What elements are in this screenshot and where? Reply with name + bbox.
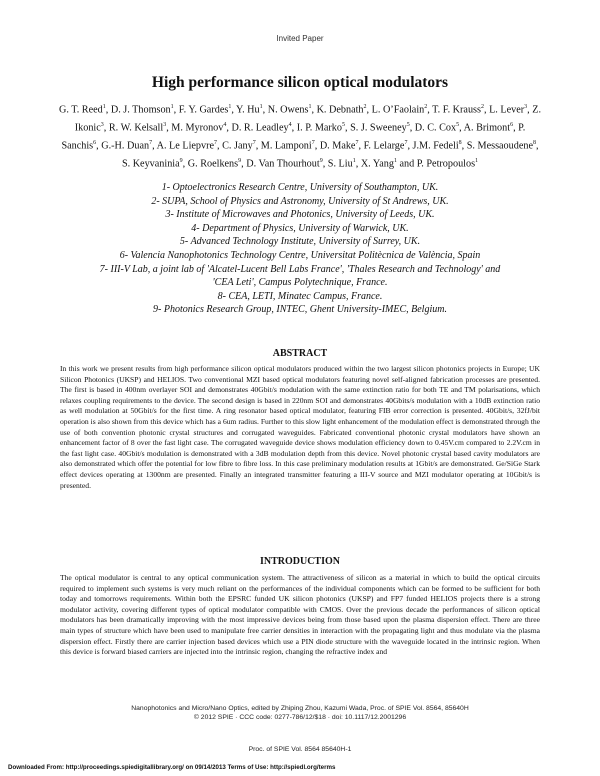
author-name: L. O’Faolain — [371, 104, 425, 116]
proceedings-citation: Nanophotonics and Micro/Nano Optics, edited by Zhiping Zhou, Kazumi Wada, Proc. of SPIE Vol. 8564, 85640H — [131, 705, 469, 712]
author-affiliation-marker: 3 — [163, 122, 167, 129]
publication-footer — [0, 704, 600, 722]
author-name: Z. Ikonic — [74, 104, 542, 134]
invited-paper-label: Invited Paper — [276, 34, 324, 43]
author-name: P. Sanchis — [61, 122, 526, 152]
author-name: P. Petropoulos — [416, 158, 476, 170]
page-number: Proc. of SPIE Vol. 8564 85640H-1 — [248, 746, 352, 753]
author-name: A. Le Liepvre — [156, 140, 215, 152]
copyright-line: © 2012 SPIE · CCC code: 0277-786/12/$18 · doi: 10.1117/12.2001296 — [193, 714, 407, 721]
author-affiliation-marker: 8 — [458, 140, 462, 147]
affiliation-line: 4- Department of Physics, University of Warwick, UK. — [191, 222, 409, 234]
author-name: A. Brimont — [463, 122, 511, 134]
download-notice: Downloaded From: http://proceedings.spiedigitallibrary.org/ on 09/14/2013 Terms of Use: http://spiedl.org/terms — [8, 764, 336, 771]
author-name: R. W. Kelsall — [108, 122, 164, 134]
author-name: M. Myronov — [171, 122, 224, 134]
author-name: D. J. Thomson — [110, 104, 171, 116]
author-name: J.M. Fedeli — [412, 140, 459, 152]
author-affiliation-marker: 7 — [355, 140, 359, 147]
author-list: G. T. Reed$^1$, D. J. Thomson$^1$, F. Y. Gardes$^1$, Y. Hu$^1$, N. Owens$^1$, K. Debnath$^2$, L. O’Faolain$^2$, T. F. Krauss$^2$, L. Lever$^3$, Z. Ikonic$^3$, R. W. Kelsall$^3$, M. Myronov$^4$, D. R. Leadley$^4$, I. P. Marko$^5$, S. J. Sweeney$^5$, D. C. Cox$^5$, A. Brimont$^6$, P. Sanchis$^6$, G.-H. Duan$^7$, A. Le Liepvre$^7$, C. Jany$^7$, M. Lamponi$^7$, D. Make$^7$, F. Lelarge$^7$, J.M. Fedeli$^8$, S. Messaoudene$^8$, S. Keyvaninia$^9$, G. Roelkens$^9$, D. Van Thourhout$^9$, S. Liu$^1$, X. Yang$^1$ and P. Petropoulos$^1$ — [58, 104, 542, 170]
paper-title: High performance silicon optical modulators — [151, 74, 449, 91]
author-name: S. J. Sweeney — [350, 122, 407, 134]
introduction-body: The optical modulator is central to any optical communication system. The attractiveness of silicon as a material in which to build the optical circuits required to implement such systems is very much reliant on the performances of the individual components which can be formed to be sufficient for both today and tomorrows requirements. Within both the EPSRC funded UK silicon photonics (UKSP) and FP7 funded HELIOS projects there is a strong modulator activity, covering different types of optical modulator compatible with CMOS. Over the previous decade the performances of silicon optical modulators has been dramatically improving with the most impressive devices being from those based upon the plasma dispersion effect. There are three main types of structure which have been used to manipulate free carrier densities in interaction with the propagating light and thus modulate via the plasma dispersion effect. Firstly there are carrier injection based devices which use a PIN diode structure with the waveguide located in the intrinsic region. When this device is forward biased carriers are injected into the intrinsic region, changing the refractive index and — [60, 573, 540, 657]
author-name: D. Make — [319, 140, 356, 152]
author-affiliation-marker: 2 — [363, 104, 367, 110]
affiliation-line: 'CEA Leti', Campus Polytechnique, France. — [212, 277, 388, 289]
author-name: L. Lever — [489, 104, 525, 116]
affiliation-line: 1- Optoelectronics Research Centre, University of Southampton, UK. — [161, 182, 439, 193]
author-affiliation-marker: 7 — [404, 140, 408, 147]
affiliation-line: 6- Valencia Nanophotonics Technology Centre, Universitat Politècnica de València, Spain — [119, 249, 481, 261]
author-affiliation-marker: 7 — [149, 140, 153, 147]
author-affiliation-marker: 9 — [319, 158, 323, 165]
author-affiliation-marker: 4 — [288, 122, 292, 129]
abstract-body: In this work we present results from high performance silicon optical modulators produced within the two largest silicon photonics projects in Europe; UK Silicon Photonics (UKSP) and HELIOS. Two conventional MZI based optical modulators featuring novel self-aligned fabrication processes are presented. The first is based in 400nm overlayer SOI and demonstrates 40Gbit/s modulation with the same extinction ratio for both TE and TM polarisations, which relaxes coupling requirements to the device. The second design is based in 220nm SOI and demonstrates 40Gbits/s modulation with a 10dB extinction ratio as well modulation at 50Gbit/s for the first time. A ring resonator based optical modulator, featuring FIB error correction is presented. 40Gbit/s, 32fJ/bit operation is also shown from this device which has a 6um radius. Further to this slow light enhancement of the modulation effect is demonstrated through the use of both convention photonic crystal structures and corrugated waveguides. Fabricated conventional photonic crystal modulators have shown an enhancement factor of 8 over the fast light case. The corrugated waveguide device shows modulation efficiency down to 0.45V.cm compared to 2.2V.cm in the fast light case. 40Gbit/s modulation is demonstrated with a 3dB modulation depth from this device. Novel photonic crystal based cavity modulators are also demonstrated which offer the potential for low fibre to fibre loss. In this case preliminary modulation results at 1Gbit/s are demonstrated. Ge/SiGe Stark effect devices operating at 1300nm are presented. Finally an integrated transmitter featuring a III-V source and MZI modulator operating at 10Gbit/s is presented. — [60, 364, 540, 490]
author-affiliation-marker: 3 — [524, 104, 528, 110]
author-affiliation-marker: 1 — [352, 158, 356, 165]
author-name: F. Y. Gardes — [178, 104, 229, 116]
author-affiliation-marker: 5 — [342, 122, 345, 129]
affiliation-line: 2- SUPA, School of Physics and Astronomy, University of St Andrews, UK. — [151, 195, 449, 207]
author-name: G. T. Reed — [58, 104, 103, 116]
author-name: G. Roelkens — [187, 158, 239, 170]
author-affiliation-marker: 8 — [532, 140, 536, 147]
affiliation-line: 3- Institute of Microwaves and Photonics, University of Leeds, UK. — [165, 209, 435, 221]
author-affiliation-marker: 7 — [214, 140, 218, 147]
author-affiliation-marker: 2 — [424, 104, 428, 110]
author-affiliation-marker: 9 — [238, 158, 242, 165]
author-affiliation-marker: 6 — [510, 122, 514, 129]
author-name: I. P. Marko — [296, 122, 342, 134]
author-name: M. Lamponi — [260, 140, 312, 152]
author-affiliation-marker: 3 — [100, 122, 104, 129]
author-affiliation-marker: 1 — [475, 158, 479, 165]
author-name: D. R. Leadley — [231, 122, 289, 134]
author-name: K. Debnath — [316, 104, 364, 116]
author-affiliation-marker: 1 — [393, 158, 397, 165]
affiliation-line: 7- III-V Lab, a joint lab of 'Alcatel-Lucent Bell Labs France', 'Thales Research and Technology' and — [99, 263, 501, 275]
author-affiliation-marker: 1 — [170, 104, 174, 110]
affiliation-line: 9- Photonics Research Group, INTEC, Ghent University-IMEC, Belgium. — [153, 304, 447, 316]
author-affiliation-marker: 1 — [228, 104, 232, 110]
author-name: S. Liu — [327, 158, 353, 170]
affiliation-line: 5- Advanced Technology Institute, University of Surrey, UK. — [179, 236, 421, 248]
author-name: G.-H. Duan — [101, 140, 150, 152]
author-affiliation-marker: 2 — [480, 104, 484, 110]
abstract-heading: ABSTRACT — [272, 348, 328, 359]
author-affiliation-marker: 5 — [456, 122, 460, 129]
author-affiliation-marker: 1 — [259, 104, 263, 110]
author-affiliation-marker: 7 — [252, 140, 256, 147]
author-affiliation-marker: 5 — [406, 122, 410, 129]
author-affiliation-marker: 9 — [179, 158, 183, 165]
affiliation-line: 8- CEA, LETI, Minatec Campus, France. — [217, 290, 383, 302]
affiliation-list — [48, 181, 552, 317]
author-name: D. Van Thourhout — [246, 158, 320, 170]
author-name: N. Owens — [267, 104, 309, 116]
author-name: X. Yang — [360, 158, 394, 170]
author-name: D. C. Cox — [414, 122, 457, 134]
author-affiliation-marker: 4 — [223, 122, 227, 129]
author-name: Y. Hu — [236, 104, 260, 116]
introduction-heading: INTRODUCTION — [259, 556, 340, 567]
author-affiliation-marker: 1 — [102, 104, 106, 110]
author-affiliation-marker: 6 — [93, 140, 97, 147]
author-affiliation-marker: 7 — [311, 140, 315, 147]
author-name: S. Messaoudene — [466, 140, 533, 152]
author-name: C. Jany — [222, 140, 253, 152]
author-affiliation-marker: 1 — [308, 104, 312, 110]
author-name: F. Lelarge — [363, 140, 405, 152]
author-name: S. Keyvaninia — [121, 158, 180, 170]
author-name: T. F. Krauss — [432, 104, 481, 116]
